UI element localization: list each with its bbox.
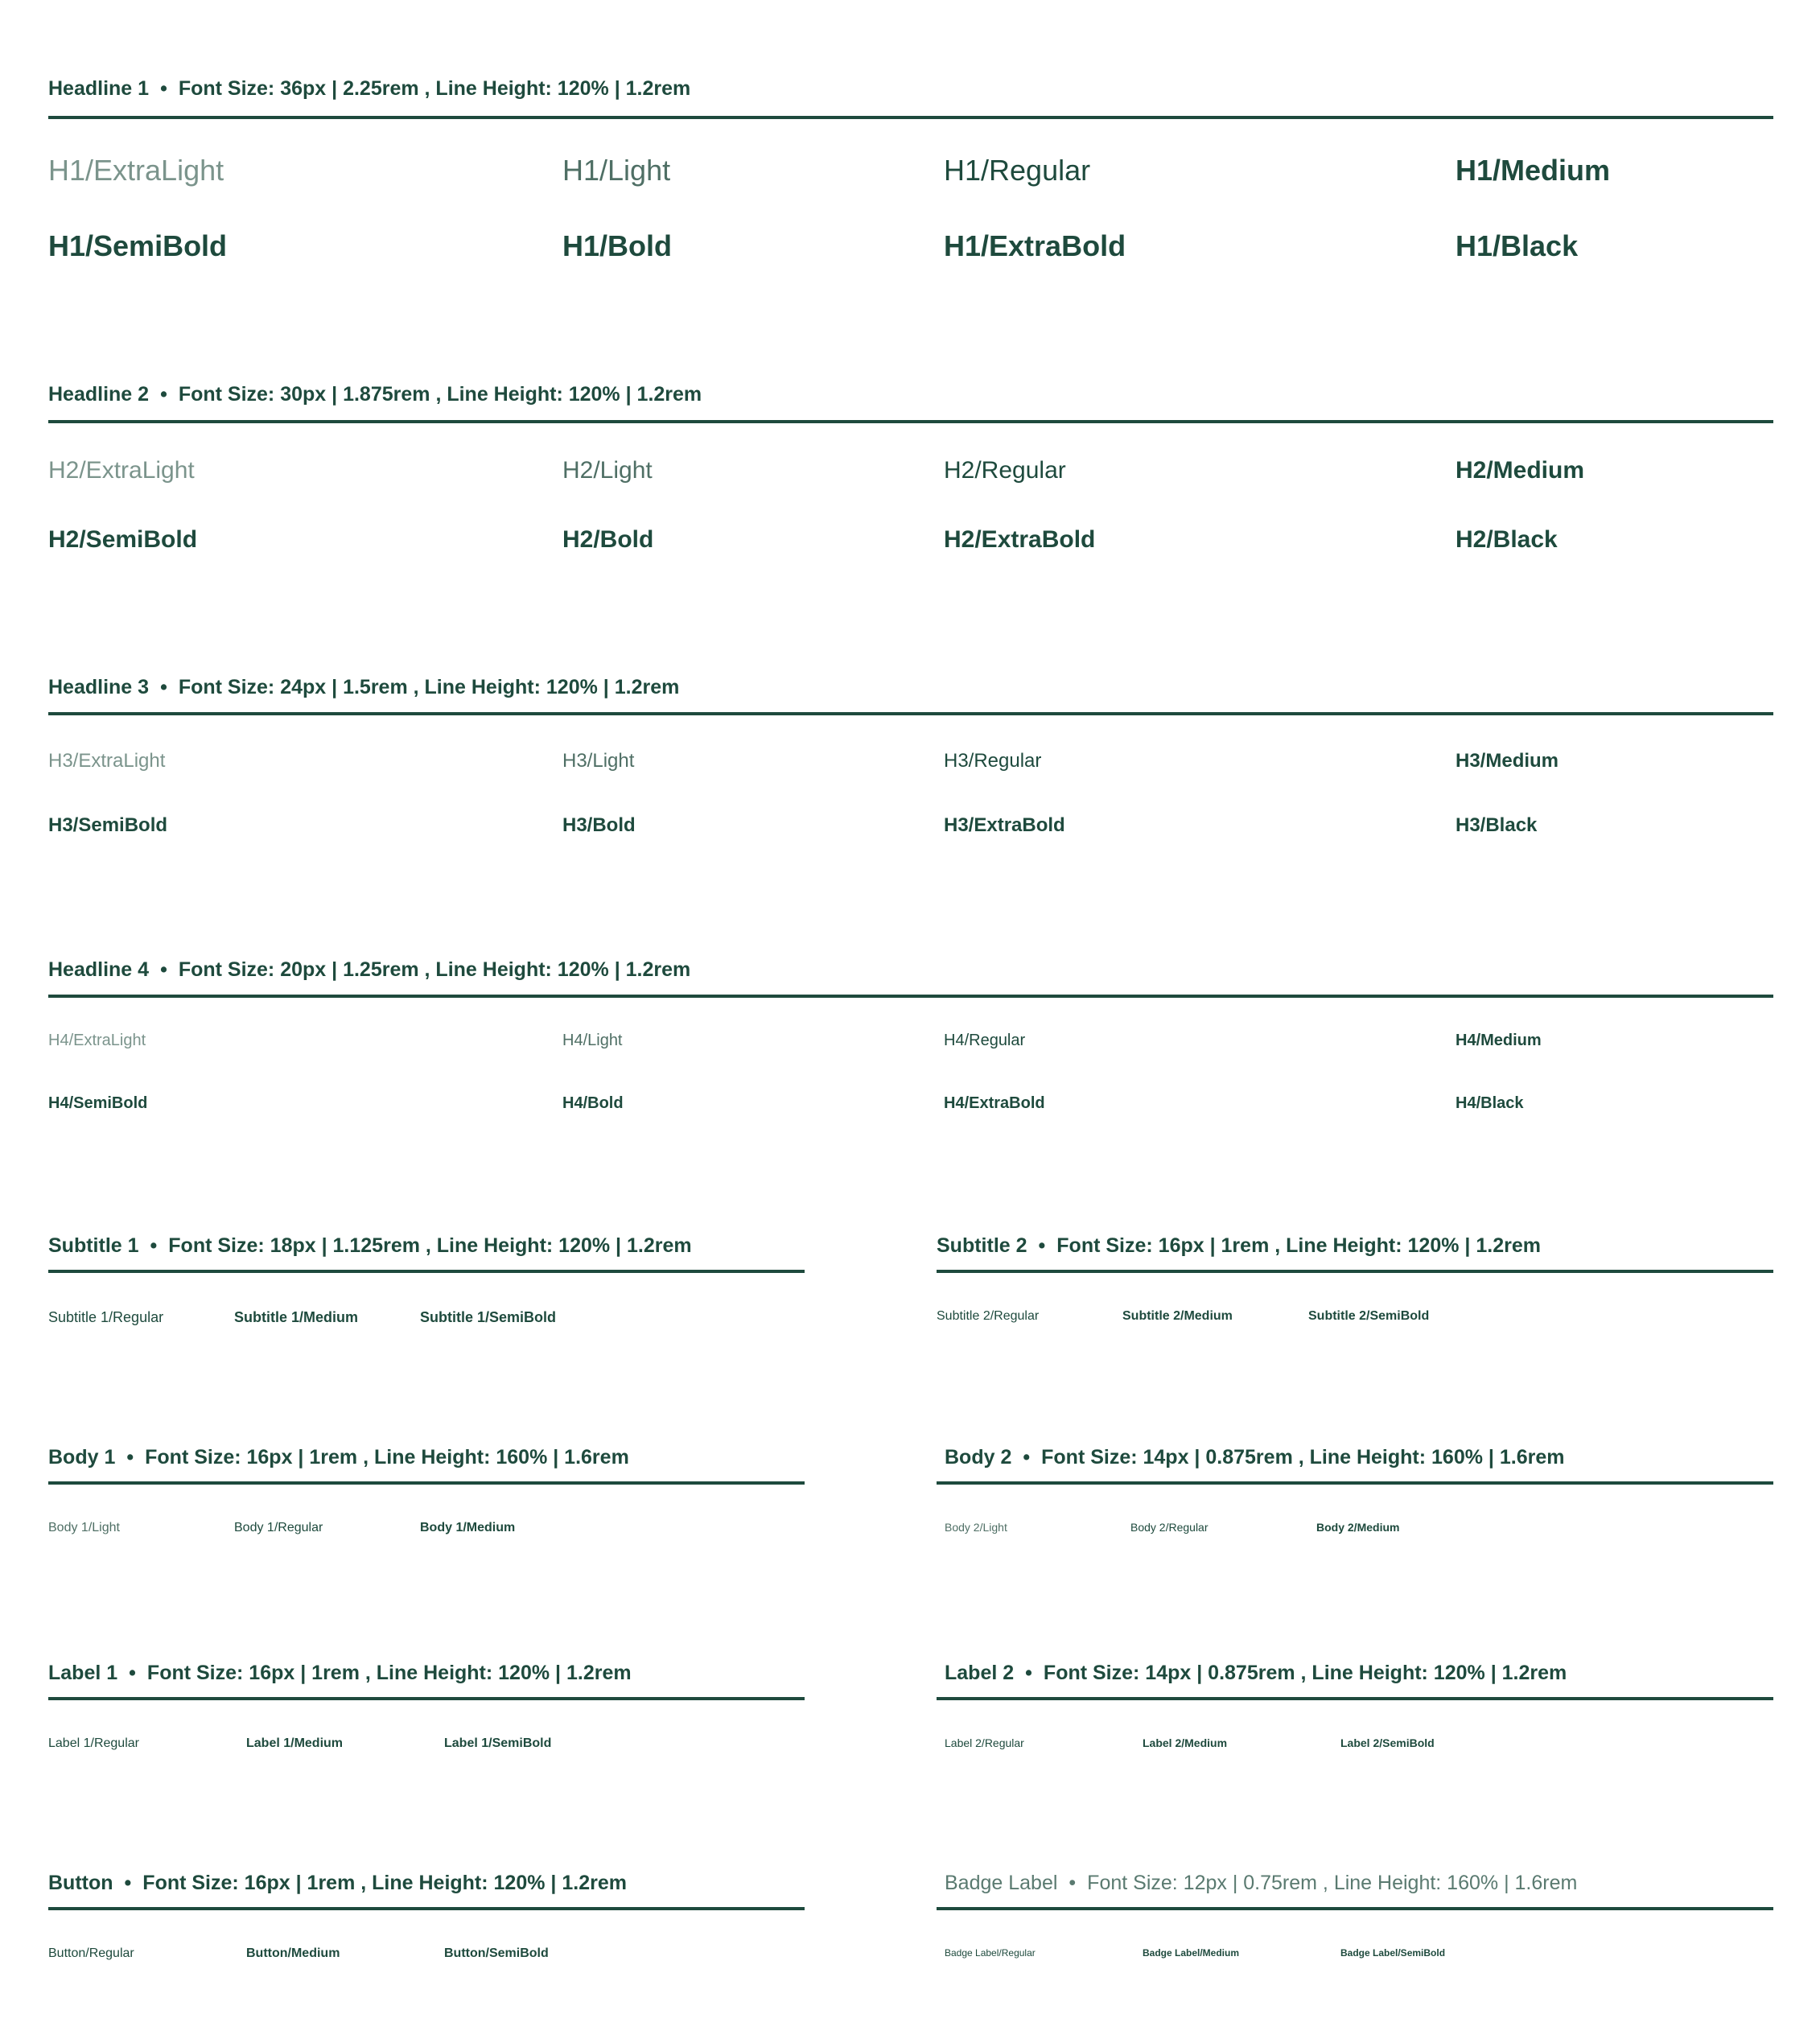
section-headline-1	[48, 77, 1773, 278]
section-rule	[937, 1481, 1773, 1485]
section-spec: Font Size: 12px | 0.75rem , Line Height: 160% | 1.6rem	[1087, 1872, 1578, 1894]
sample-h2-light: H2/Light	[562, 457, 653, 484]
section-name: Subtitle 1	[48, 1234, 139, 1257]
section-title	[48, 1662, 632, 1685]
sample-h4-semibold: H4/SemiBold	[48, 1094, 148, 1112]
sample-h2-bold: H2/Bold	[562, 526, 654, 553]
section-rule	[48, 995, 1773, 998]
sample-label1-semibold: Label 1/SemiBold	[444, 1736, 552, 1750]
section-spec: Font Size: 18px | 1.125rem , Line Height: 120% | 1.2rem	[168, 1234, 692, 1257]
section-title	[48, 1872, 627, 1895]
section-name: Headline 3	[48, 676, 150, 698]
sample-h1-regular: H1/Regular	[944, 154, 1091, 187]
sample-h4-black: H4/Black	[1456, 1094, 1524, 1112]
section-spec: Font Size: 16px | 1rem , Line Height: 120% | 1.2rem	[1056, 1234, 1541, 1257]
section-label-2	[945, 1662, 1773, 1758]
sample-h3-regular: H3/Regular	[944, 750, 1042, 772]
sample-h4-extrabold: H4/ExtraBold	[944, 1094, 1045, 1112]
sample-subtitle2-regular: Subtitle 2/Regular	[937, 1309, 1040, 1323]
section-rule	[48, 1481, 805, 1485]
sample-h1-bold: H1/Bold	[562, 229, 673, 262]
sample-label2-regular: Label 2/Regular	[945, 1736, 1024, 1749]
sample-h1-extrabold: H1/ExtraBold	[944, 229, 1126, 262]
sample-h2-medium: H2/Medium	[1456, 457, 1585, 484]
sample-h3-medium: H3/Medium	[1456, 750, 1559, 772]
sample-h2-regular: H2/Regular	[944, 457, 1066, 484]
sample-h3-black: H3/Black	[1456, 814, 1538, 836]
sample-h3-bold: H3/Bold	[562, 814, 636, 836]
section-body-1	[48, 1446, 805, 1543]
sample-subtitle1-semibold: Subtitle 1/SemiBold	[420, 1309, 557, 1325]
section-name: Badge Label	[945, 1872, 1058, 1894]
sample-h2-extralight: H2/ExtraLight	[48, 457, 195, 484]
sample-subtitle2-semibold: Subtitle 2/SemiBold	[1308, 1309, 1430, 1323]
sample-label2-medium: Label 2/Medium	[1143, 1736, 1228, 1749]
section-name: Subtitle 2	[937, 1234, 1027, 1257]
sample-button-medium: Button/Medium	[246, 1946, 340, 1960]
section-subtitle-2	[937, 1234, 1773, 1331]
separator-dot: •	[160, 958, 167, 981]
section-spec: Font Size: 24px | 1.5rem , Line Height: 120% | 1.2rem	[178, 676, 680, 698]
section-name: Label 2	[945, 1662, 1015, 1684]
sample-body2-regular: Body 2/Regular	[1130, 1521, 1209, 1534]
section-rule	[937, 1697, 1773, 1700]
section-title	[48, 1446, 629, 1469]
sample-h3-extralight: H3/ExtraLight	[48, 750, 166, 772]
section-subtitle-1	[48, 1234, 805, 1331]
sample-body2-medium: Body 2/Medium	[1316, 1521, 1400, 1534]
section-spec: Font Size: 30px | 1.875rem , Line Height: 120% | 1.2rem	[178, 383, 702, 406]
section-rule	[48, 1697, 805, 1700]
sample-h1-medium: H1/Medium	[1456, 154, 1611, 187]
section-title	[48, 676, 679, 699]
separator-dot: •	[1038, 1234, 1046, 1257]
section-title	[937, 1234, 1541, 1258]
separator-dot: •	[160, 77, 167, 100]
section-button	[48, 1872, 805, 1968]
section-spec: Font Size: 16px | 1rem , Line Height: 120% | 1.2rem	[142, 1872, 627, 1894]
sample-label1-medium: Label 1/Medium	[246, 1736, 344, 1750]
sample-subtitle1-regular: Subtitle 1/Regular	[48, 1309, 164, 1325]
section-headline-3	[48, 676, 1773, 853]
sample-button-regular: Button/Regular	[48, 1946, 134, 1960]
sample-h1-light: H1/Light	[562, 154, 671, 187]
separator-dot: •	[126, 1446, 134, 1468]
sample-label2-semibold: Label 2/SemiBold	[1340, 1736, 1435, 1749]
sample-body1-light: Body 1/Light	[48, 1521, 120, 1534]
section-badge-label	[945, 1872, 1773, 1968]
separator-dot: •	[129, 1662, 136, 1684]
section-rule	[48, 1907, 805, 1910]
sample-h3-light: H3/Light	[562, 750, 635, 772]
section-title	[945, 1662, 1567, 1685]
section-name: Label 1	[48, 1662, 118, 1684]
section-title	[48, 77, 690, 101]
separator-dot: •	[1023, 1446, 1031, 1468]
sample-h2-semibold: H2/SemiBold	[48, 526, 198, 553]
sample-h1-black: H1/Black	[1456, 229, 1579, 262]
separator-dot: •	[160, 383, 167, 406]
section-rule	[937, 1270, 1773, 1273]
separator-dot: •	[124, 1872, 132, 1894]
separator-dot: •	[160, 676, 167, 698]
section-title	[945, 1872, 1577, 1895]
sample-h1-extralight: H1/ExtraLight	[48, 154, 224, 187]
section-name: Headline 2	[48, 383, 150, 406]
sample-badge-medium: Badge Label/Medium	[1143, 1947, 1240, 1959]
sample-h4-medium: H4/Medium	[1456, 1032, 1542, 1049]
section-title	[48, 383, 702, 406]
section-rule	[937, 1907, 1773, 1910]
section-name: Button	[48, 1872, 113, 1894]
section-label-1	[48, 1662, 805, 1758]
sample-h2-black: H2/Black	[1456, 526, 1558, 553]
section-rule	[48, 116, 1773, 119]
section-name: Body 1	[48, 1446, 116, 1468]
section-spec: Font Size: 14px | 0.875rem , Line Height: 160% | 1.6rem	[1041, 1446, 1565, 1468]
sample-h3-extrabold: H3/ExtraBold	[944, 814, 1065, 836]
section-rule	[48, 712, 1773, 715]
sample-body1-regular: Body 1/Regular	[234, 1521, 323, 1534]
section-name: Body 2	[945, 1446, 1012, 1468]
section-spec: Font Size: 14px | 0.875rem , Line Height: 120% | 1.2rem	[1043, 1662, 1567, 1684]
sample-h4-light: H4/Light	[562, 1032, 623, 1049]
sample-subtitle2-medium: Subtitle 2/Medium	[1122, 1309, 1233, 1323]
section-title	[48, 1234, 692, 1258]
sample-button-semibold: Button/SemiBold	[444, 1946, 549, 1960]
section-title	[48, 958, 690, 982]
section-title	[945, 1446, 1564, 1469]
section-spec: Font Size: 16px | 1rem , Line Height: 160% | 1.6rem	[145, 1446, 629, 1468]
sample-subtitle1-medium: Subtitle 1/Medium	[234, 1309, 359, 1325]
section-rule	[48, 420, 1773, 423]
sample-h4-regular: H4/Regular	[944, 1032, 1026, 1049]
sample-h3-semibold: H3/SemiBold	[48, 814, 168, 836]
sample-badge-semibold: Badge Label/SemiBold	[1340, 1947, 1446, 1959]
sample-h1-semibold: H1/SemiBold	[48, 229, 228, 262]
separator-dot: •	[1025, 1662, 1032, 1684]
sample-body1-medium: Body 1/Medium	[420, 1521, 516, 1534]
sample-h4-extralight: H4/ExtraLight	[48, 1032, 146, 1049]
sample-h4-bold: H4/Bold	[562, 1094, 624, 1112]
sample-badge-regular: Badge Label/Regular	[945, 1947, 1036, 1959]
sample-label1-regular: Label 1/Regular	[48, 1736, 139, 1750]
section-headline-2	[48, 383, 1773, 568]
section-spec: Font Size: 36px | 2.25rem , Line Height: 120% | 1.2rem	[178, 77, 691, 100]
sample-body2-light: Body 2/Light	[945, 1521, 1007, 1534]
section-spec: Font Size: 16px | 1rem , Line Height: 120% | 1.2rem	[146, 1662, 632, 1684]
section-name: Headline 1	[48, 77, 150, 100]
section-spec: Font Size: 20px | 1.25rem , Line Height: 120% | 1.2rem	[178, 958, 691, 981]
section-body-2	[945, 1446, 1773, 1543]
sample-h2-extrabold: H2/ExtraBold	[944, 526, 1096, 553]
separator-dot: •	[150, 1234, 158, 1257]
section-name: Headline 4	[48, 958, 150, 981]
separator-dot: •	[1069, 1872, 1077, 1894]
section-headline-4	[48, 958, 1773, 1127]
section-rule	[48, 1270, 805, 1273]
